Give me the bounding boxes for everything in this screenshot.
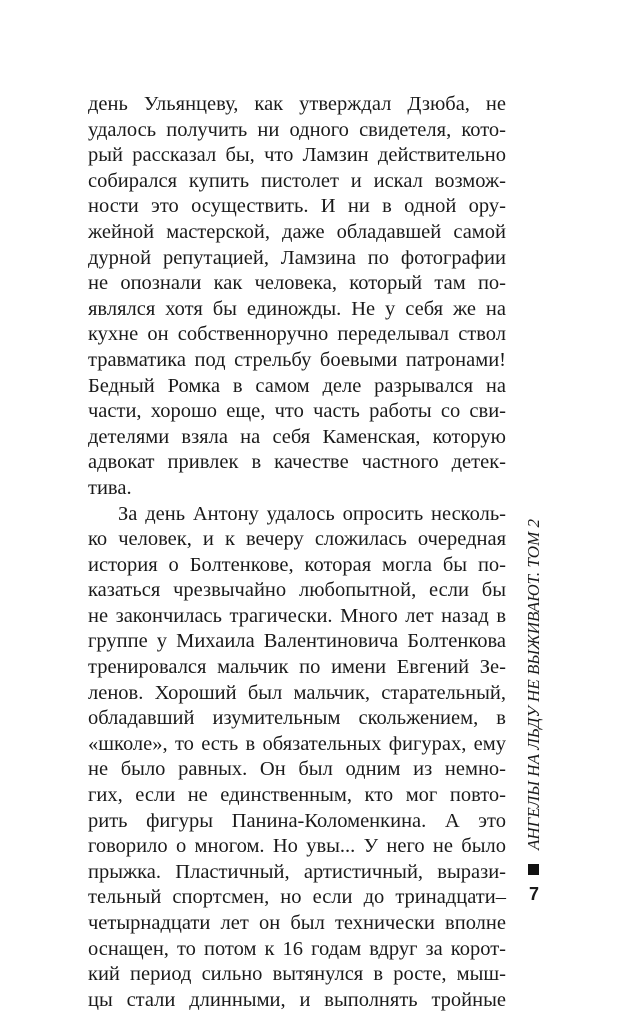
text-line: кий период сильно вытянулся в росте, мыш- xyxy=(88,963,506,986)
text-line: ко человек, и к вечеру сложилась очередная xyxy=(88,528,506,551)
square-bullet-icon xyxy=(528,864,539,875)
text-line: гих, если не единственным, кто мог повто- xyxy=(88,784,506,807)
text-line: рый рассказал бы, что Ламзин действительно xyxy=(88,144,506,167)
page-number: 7 xyxy=(528,884,539,904)
text-line: группе у Михаила Валентиновича Болтенкова xyxy=(88,630,506,653)
text-line: говорило о многом. Но увы... У него не было xyxy=(88,835,506,858)
text-line: тренировался мальчик по имени Евгений Зе- xyxy=(88,656,506,679)
text-line: оснащен, то потом к 16 годам вдруг за корот- xyxy=(88,937,506,960)
running-head: АНГЕЛЫ НА ЛЬДУ НЕ ВЫЖИВАЮТ. ТОМ 2 xyxy=(524,519,543,850)
text-line: день Ульянцеву, как утверждал Дзюба, не xyxy=(88,93,506,115)
text-line: обладавший изумительным скольжением, в xyxy=(88,707,506,730)
text-line: являлся хотя бы единожды. Не у себя же на xyxy=(88,297,506,320)
text-line: адвокат привлек в качестве частного детек- xyxy=(88,451,506,474)
text-line: кухне он собственноручно переделывал ствол xyxy=(88,323,506,346)
text-line: не закончилась трагически. Много лет назад в xyxy=(88,604,506,627)
text-line: «школе», то есть в обязательных фигурах, ему xyxy=(88,732,506,755)
text-line: четырнадцати лет он был технически вполне xyxy=(88,912,506,934)
text-line: тельный спортсмен, но если до тринадцати– xyxy=(88,886,506,909)
text-line: тива. xyxy=(88,476,132,499)
text-line: собирался купить пистолет и искал возмож- xyxy=(88,169,506,192)
text-line: травматика под стрельбу боевыми патронами! xyxy=(88,348,506,371)
text-line: не опознали как человека, который там по- xyxy=(88,272,506,295)
text-line: не было равных. Он был одним из немно- xyxy=(88,758,506,781)
text-line: рить фигуры Панина-Коломенкина. А это xyxy=(88,809,506,832)
text-line: дурной репутацией, Ламзина по фотографии xyxy=(88,246,506,269)
text-line: части, хорошо еще, что часть работы со сви- xyxy=(88,400,506,423)
text-line: удалось получить ни одного свидетеля, кото- xyxy=(88,118,506,141)
text-line: детелями взяла на себя Каменская, которую xyxy=(88,425,506,448)
text-line: За день Антону удалось опросить несколь- xyxy=(118,502,506,525)
text-line: жейной мастерской, даже обладавшей самой xyxy=(88,220,506,243)
text-line: история о Болтенкове, которая могла бы по- xyxy=(88,553,506,576)
text-line: прыжка. Пластичный, артистичный, вырази- xyxy=(88,860,506,883)
text-line: цы стали длинными, и выполнять тройные xyxy=(88,988,506,1011)
text-line: ленов. Хороший был мальчик, старательный, xyxy=(88,681,506,704)
text-line: казаться чрезвычайно любопытной, если бы xyxy=(88,579,506,602)
text-line: Бедный Ромка в самом деле разрывался на xyxy=(88,374,506,397)
text-line: ности это осуществить. И ни в одной ору- xyxy=(88,195,506,218)
page-body-text xyxy=(88,92,506,1013)
